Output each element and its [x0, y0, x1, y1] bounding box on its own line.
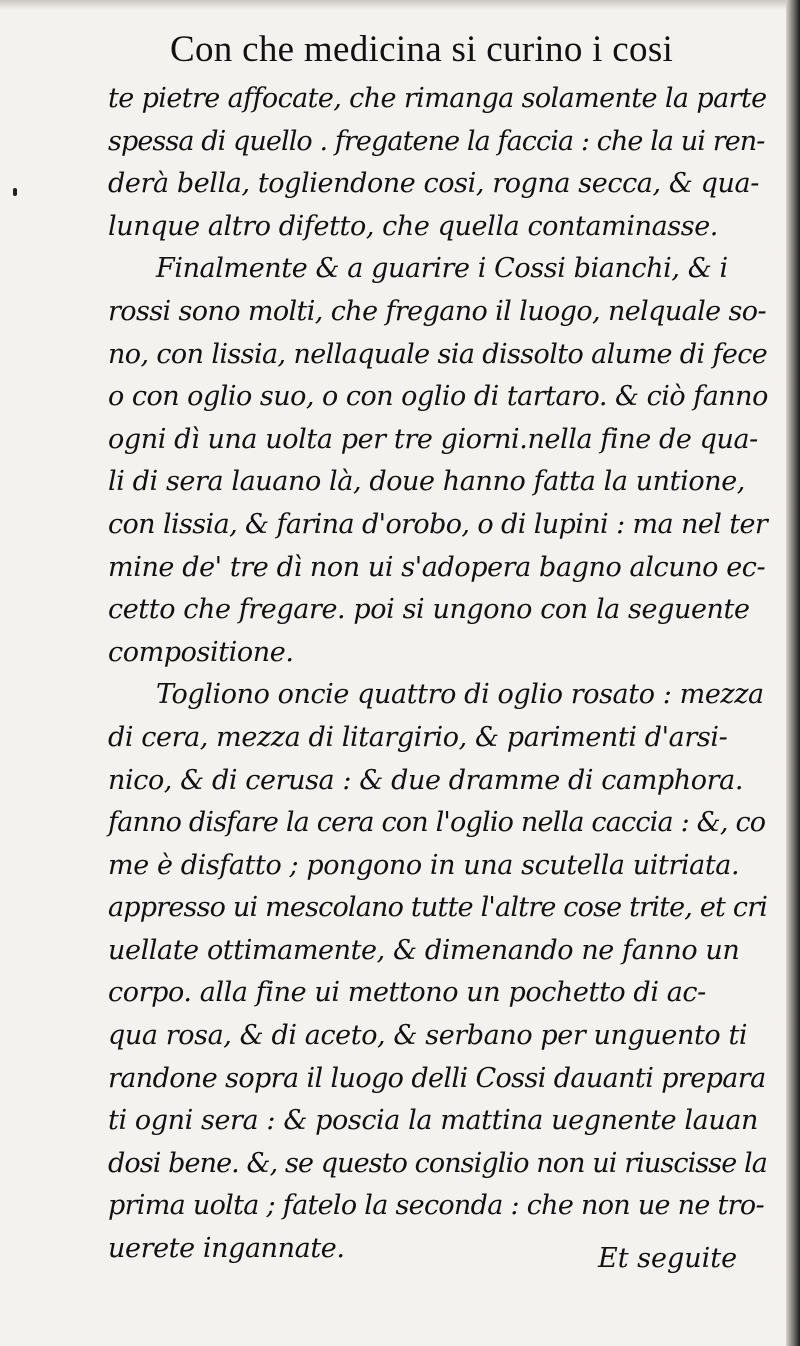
running-header: Con che medicina si curino i cosi — [170, 29, 674, 70]
text-line: ti ogni sera : & poscia la mattina uegnente lauan — [108, 1105, 759, 1137]
text-line: me è disfatto ; pongono in una scutella uitriata. — [108, 849, 740, 881]
paragraph-first-line: Finalmente & a guarire i Cossi bianchi, & i — [156, 253, 728, 285]
text-line: appresso ui mescolano tutte l'altre cose trite, et cri — [108, 892, 768, 924]
text-line: cetto che fregare. poi si ungono con la seguente — [108, 594, 750, 626]
text-line: nico, & di cerusa : & due dramme di camphora. — [108, 764, 744, 796]
text-line: prima uolta ; fatelo la seconda : che non ue ne tro- — [108, 1190, 764, 1222]
text-line: spessa di quello . fregatene la faccia : che la ui ren- — [108, 125, 765, 157]
text-line: compositione. — [108, 636, 294, 668]
text-line: uellate ottimamente, & dimenando ne fanno un — [108, 934, 740, 966]
paragraph-first-line: Togliono oncie quattro di oglio rosato : mezza — [156, 679, 764, 711]
page-binding-edge — [786, 0, 800, 1346]
text-line: di cera, mezza di litargirio, & parimenti d'arsi- — [108, 721, 728, 753]
body-text — [108, 78, 768, 1271]
text-line: no, con lissia, nellaquale sia dissolto alume di fece — [108, 338, 768, 370]
text-line: uerete ingannate. — [108, 1233, 345, 1265]
text-line: qua rosa, & di aceto, & serbano per unguento ti — [108, 1020, 748, 1052]
text-line: fanno disfare la cera con l'oglio nella caccia : &, co — [108, 807, 766, 839]
text-line: o con oglio suo, o con oglio di tartaro. & ciò fanno — [108, 381, 768, 413]
text-line: lunque altro difetto, che quella contaminasse. — [108, 210, 718, 242]
text-line: li di sera lauano là, doue hanno fatta la untione, — [108, 466, 745, 498]
page-top-shadow — [0, 0, 800, 10]
text-line: rossi sono molti, che fregano il luogo, nelquale so- — [108, 295, 766, 327]
text-line: dosi bene. &, se questo consiglio non ui riuscisse la — [108, 1147, 767, 1179]
text-line: corpo. alla fine ui mettono un pochetto di ac- — [108, 977, 706, 1009]
ink-speck — [13, 188, 17, 196]
text-line: ogni dì una uolta per tre giorni.nella fine de qua- — [108, 423, 758, 455]
text-line: mine de' tre dì non ui s'adopera bagno alcuno ec- — [108, 551, 766, 583]
text-line: con lissia, & farina d'orobo, o di lupini : ma nel ter — [108, 508, 768, 540]
text-line: derà bella, togliendone cosi, rogna secca, & qua- — [108, 168, 759, 200]
catchword: Et seguite — [598, 1243, 738, 1274]
text-line: randone sopra il luogo delli Cossi dauanti prepara — [108, 1062, 766, 1094]
text-line: te pietre affocate, che rimanga solamente la parte — [108, 83, 767, 114]
